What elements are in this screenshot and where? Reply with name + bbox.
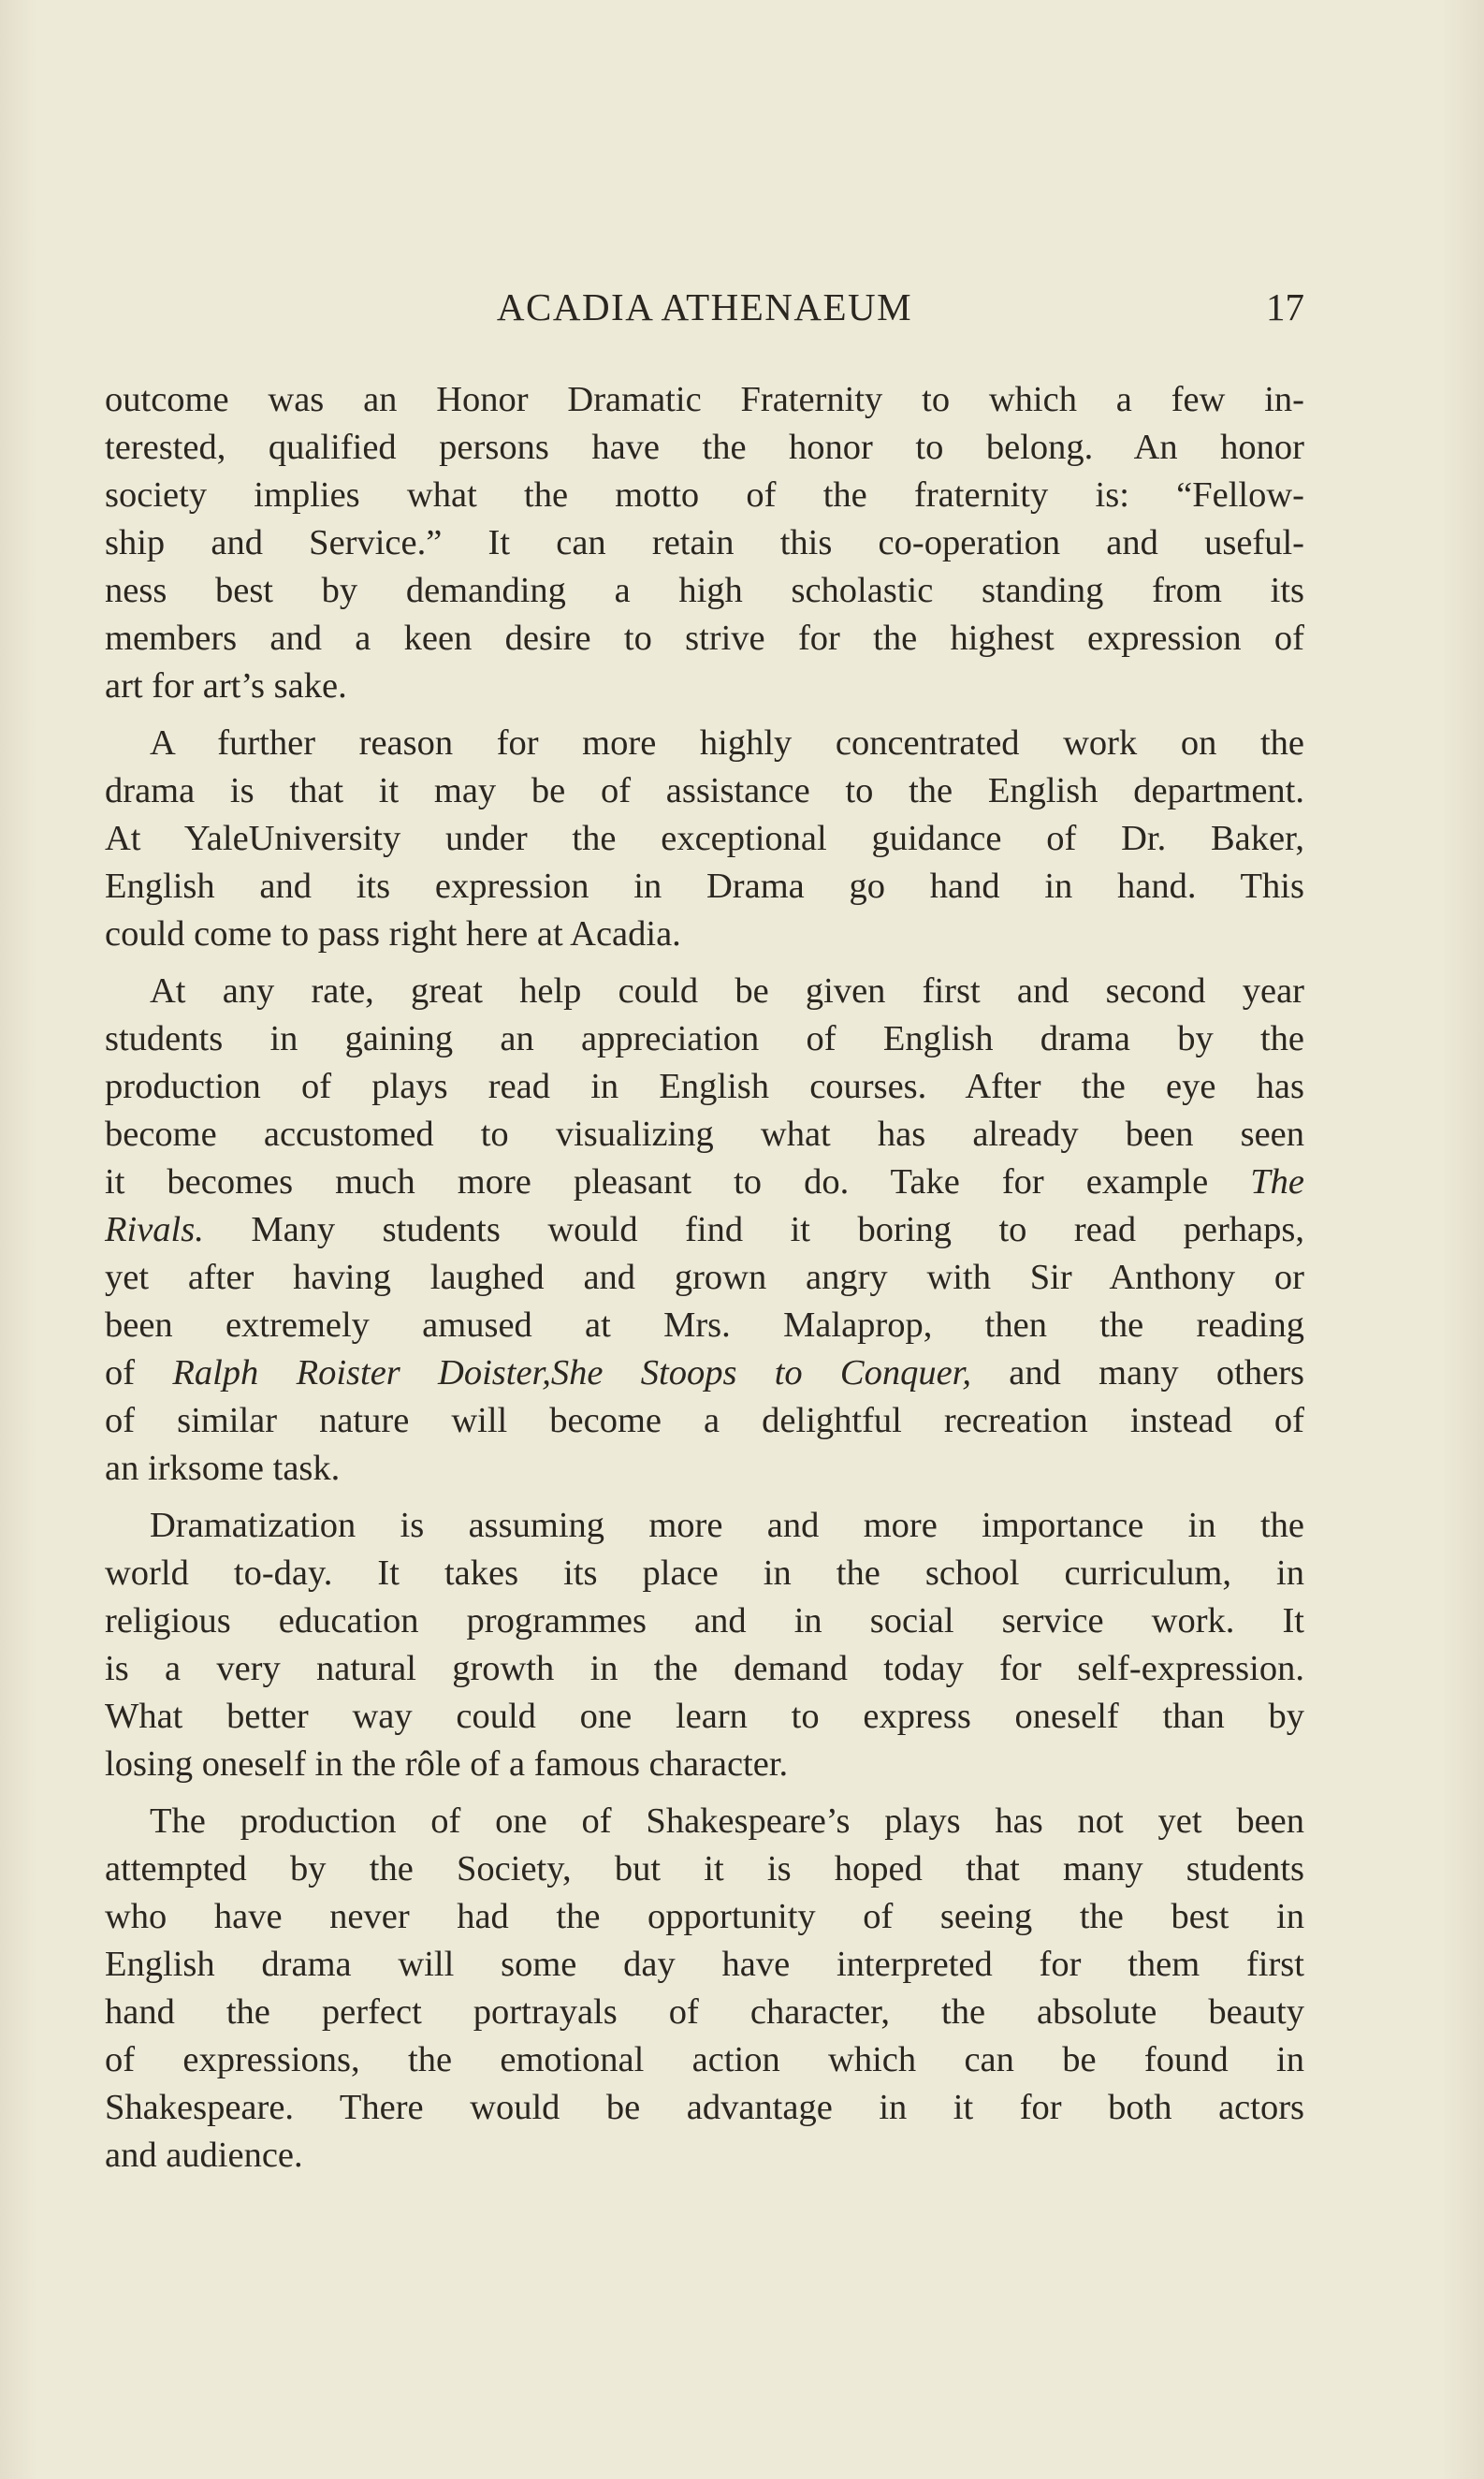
text-line: religious education programmes and in social service work. It bbox=[105, 1601, 1304, 1641]
text-line: is a very natural growth in the demand today for self-expression. bbox=[105, 1649, 1304, 1688]
text-line: Shakespeare. There would be advantage in it for both actors bbox=[105, 2088, 1304, 2127]
text-line: Dramatization is assuming more and more importance in the bbox=[150, 1506, 1304, 1545]
text-line: outcome was an Honor Dramatic Fraternity to which a few in- bbox=[105, 380, 1304, 419]
text-line: What better way could one learn to express oneself than by bbox=[105, 1697, 1304, 1736]
text-run: and many others bbox=[971, 1353, 1305, 1393]
text-line: drama is that it may be of assistance to the English department. bbox=[105, 771, 1304, 810]
text-line bbox=[105, 1159, 1304, 1206]
text-line: hand the perfect portrayals of character, the absolute beauty bbox=[105, 1992, 1304, 2032]
page-number: 17 bbox=[1266, 285, 1304, 328]
text-line: English and its expression in Drama go hand in hand. This bbox=[105, 867, 1304, 906]
article-body bbox=[105, 376, 1304, 2189]
text-line: of similar nature will become a delightful recreation instead of bbox=[105, 1401, 1304, 1440]
text-line: ship and Service.” It can retain this co-operation and useful- bbox=[105, 523, 1304, 562]
paragraph-5 bbox=[105, 1798, 1304, 2180]
text-line: ness best by demanding a high scholastic standing from its bbox=[105, 571, 1304, 610]
italic-title: Ralph Roister Doister,She Stoops to Conquer, bbox=[172, 1353, 972, 1393]
text-line: members and a keen desire to strive for the highest expression of bbox=[105, 619, 1304, 658]
running-head bbox=[105, 279, 1304, 335]
text-line: The production of one of Shakespeare’s plays has not yet been bbox=[150, 1801, 1304, 1841]
text-line: who have never had the opportunity of seeing the best in bbox=[105, 1897, 1304, 1936]
text-line: could come to pass right here at Acadia. bbox=[105, 914, 681, 954]
text-line: At any rate, great help could be given first and second year bbox=[150, 971, 1304, 1011]
paragraph-2 bbox=[105, 720, 1304, 958]
text-line: become accustomed to visualizing what has already been seen bbox=[105, 1115, 1304, 1154]
text-line: world to-day. It takes its place in the school curriculum, in bbox=[105, 1553, 1304, 1593]
text-line: an irksome task. bbox=[105, 1449, 341, 1488]
text-line: art for art’s sake. bbox=[105, 666, 347, 706]
running-title: ACADIA ATHENAEUM bbox=[496, 285, 913, 328]
text-line: production of plays read in English courses. After the eye has bbox=[105, 1067, 1304, 1106]
text-run: it becomes much more pleasant to do. Take for example bbox=[105, 1162, 1251, 1202]
text-line: been extremely amused at Mrs. Malaprop, then the reading bbox=[105, 1305, 1304, 1345]
text-run: of bbox=[105, 1353, 173, 1393]
paragraph-1 bbox=[105, 376, 1304, 710]
text-line: society implies what the motto of the fraternity is: “Fellow- bbox=[105, 475, 1304, 515]
italic-title: Rivals. bbox=[105, 1210, 204, 1249]
italic-title: The bbox=[1250, 1162, 1304, 1202]
text-line: of expressions, the emotional action which can be found in bbox=[105, 2040, 1304, 2079]
text-run: Many students would find it boring to read perhaps, bbox=[203, 1210, 1304, 1249]
text-line: attempted by the Society, but it is hoped that many students bbox=[105, 1849, 1304, 1888]
paragraph-4 bbox=[105, 1502, 1304, 1788]
text-line: yet after having laughed and grown angry with Sir Anthony or bbox=[105, 1258, 1304, 1297]
text-line: and audience. bbox=[105, 2136, 303, 2175]
text-line bbox=[105, 1206, 1304, 1254]
text-line: A further reason for more highly concentrated work on the bbox=[150, 723, 1304, 763]
text-line: terested, qualified persons have the honor to belong. An honor bbox=[105, 428, 1304, 467]
text-line: At YaleUniversity under the exceptional guidance of Dr. Baker, bbox=[105, 819, 1304, 858]
text-line: English drama will some day have interpreted for them first bbox=[105, 1945, 1304, 1984]
text-line: students in gaining an appreciation of English drama by the bbox=[105, 1019, 1304, 1058]
text-line: losing oneself in the rôle of a famous character. bbox=[105, 1744, 789, 1784]
text-line bbox=[105, 1349, 1304, 1397]
paragraph-3 bbox=[105, 968, 1304, 1493]
